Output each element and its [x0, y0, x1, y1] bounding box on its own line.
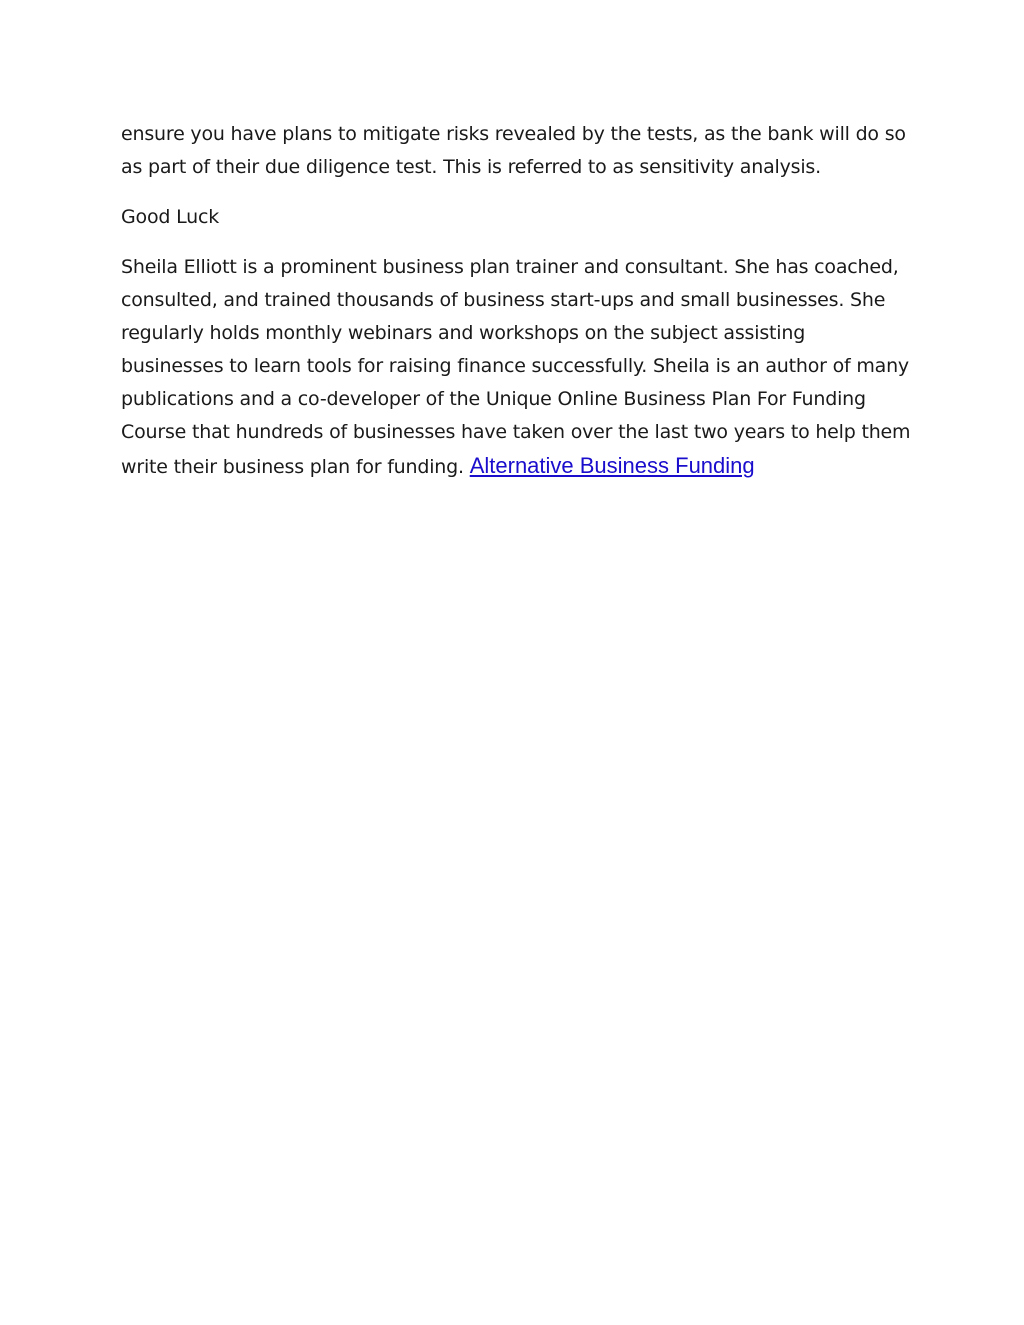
- paragraph-author-bio: [121, 251, 911, 484]
- alternative-business-funding-link[interactable]: Alternative Business Funding: [469, 453, 755, 478]
- paragraph-sensitivity-analysis: ensure you have plans to mitigate risks revealed by the tests, as the bank will do so as part of their due diligence test. This is referred to as sensitivity analysis.: [121, 123, 906, 178]
- author-bio-text: Sheila Elliott is a prominent business plan trainer and consultant. She has coached, consulted, and trained thousands of business start-ups and small businesses. She regularly holds monthly webinars and workshops on the subject assisting businesses to learn tools for raising finance successfully. Sheila is an author of many publications and a co-developer of the Unique Online Business Plan For Funding Course that hundreds of businesses have taken over the last two years to help them write their business plan for funding.: [121, 256, 911, 478]
- document-body: [121, 118, 911, 501]
- paragraph-good-luck: Good Luck: [121, 206, 220, 228]
